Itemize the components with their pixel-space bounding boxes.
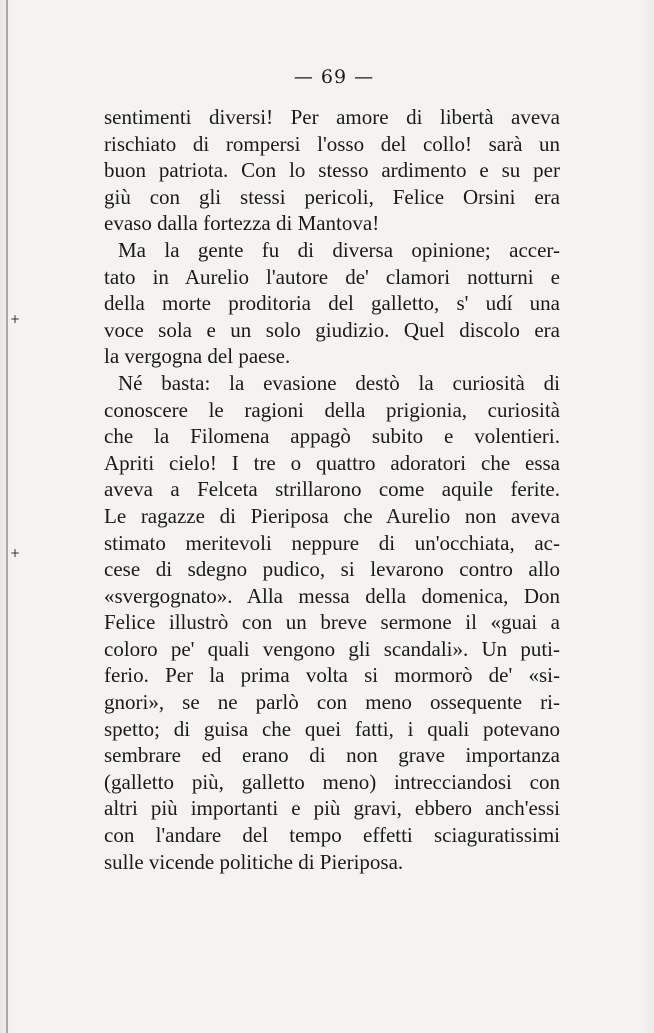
text-line: giù con gli stessi pericoli, Felice Orsini era: [104, 184, 560, 209]
text-line: sembrare ed erano di non grave importanza: [104, 743, 560, 768]
text-line: della morte proditoria del galletto, s' udí una: [104, 291, 560, 316]
text-line: sulle vicende politiche di Pieriposa.: [104, 849, 404, 874]
text-line: Apriti cielo! I tre o quattro adoratori che essa: [104, 450, 560, 475]
text-line: (galletto più, galletto meno) intrecciandosi con: [104, 769, 560, 794]
text-line: coloro pe' quali vengono gli scandali». Un puti-: [104, 636, 560, 661]
text-line: Ma la gente fu di diversa opinione; accer-: [118, 237, 560, 262]
text-line: buon patriota. Con lo stesso ardimento e su per: [104, 158, 560, 183]
text-line: voce sola e un solo giudizio. Quel discolo era: [104, 317, 560, 342]
paragraph-1: [104, 104, 560, 237]
text-line: con l'andare del tempo effetti sciaguratissimi: [104, 823, 560, 848]
text-line: «svergognato». Alla messa della domenica, Don: [104, 583, 560, 608]
text-line: aveva a Felceta strillarono come aquile ferite.: [104, 477, 560, 502]
text-line: cese di sdegno pudico, si levarono contro allo: [104, 557, 560, 582]
margin-tick-mark: +: [10, 546, 21, 560]
binding-edge: [6, 0, 8, 1033]
body-text: [104, 104, 560, 875]
text-line: rischiato di rompersi l'osso del collo! sarà un: [104, 131, 560, 156]
text-line: stimato meritevoli neppure di un'occhiata, ac-: [104, 530, 560, 555]
margin-tick-mark: +: [10, 312, 21, 326]
text-line: spetto; di guisa che quei fatti, i quali potevano: [104, 716, 560, 741]
page-number: — 69 —: [293, 66, 375, 88]
text-line: Né basta: la evasione destò la curiosità di: [118, 370, 560, 395]
text-line: conoscere le ragioni della prigionia, curiosità: [104, 397, 560, 422]
text-line: gnori», se ne parlò con meno ossequente ri-: [104, 690, 560, 715]
text-line: Le ragazze di Pieriposa che Aurelio non aveva: [104, 503, 560, 528]
text-line: tato in Aurelio l'autore de' clamori notturni e: [104, 264, 560, 289]
text-line: che la Filomena appagò subito e volentieri.: [104, 424, 560, 449]
paragraph-2: [104, 237, 560, 370]
text-line: Felice illustrò con un breve sermone il «guai a: [104, 610, 560, 635]
text-line: la vergogna del paese.: [104, 344, 291, 369]
paragraph-3: [104, 370, 560, 875]
text-line: ferio. Per la prima volta si mormorò de' «si-: [104, 663, 560, 688]
text-line: evaso dalla fortezza di Mantova!: [104, 211, 380, 236]
text-line: altri più importanti e più gravi, ebbero anch'essi: [104, 796, 560, 821]
text-line: sentimenti diversi! Per amore di libertà aveva: [104, 105, 560, 129]
